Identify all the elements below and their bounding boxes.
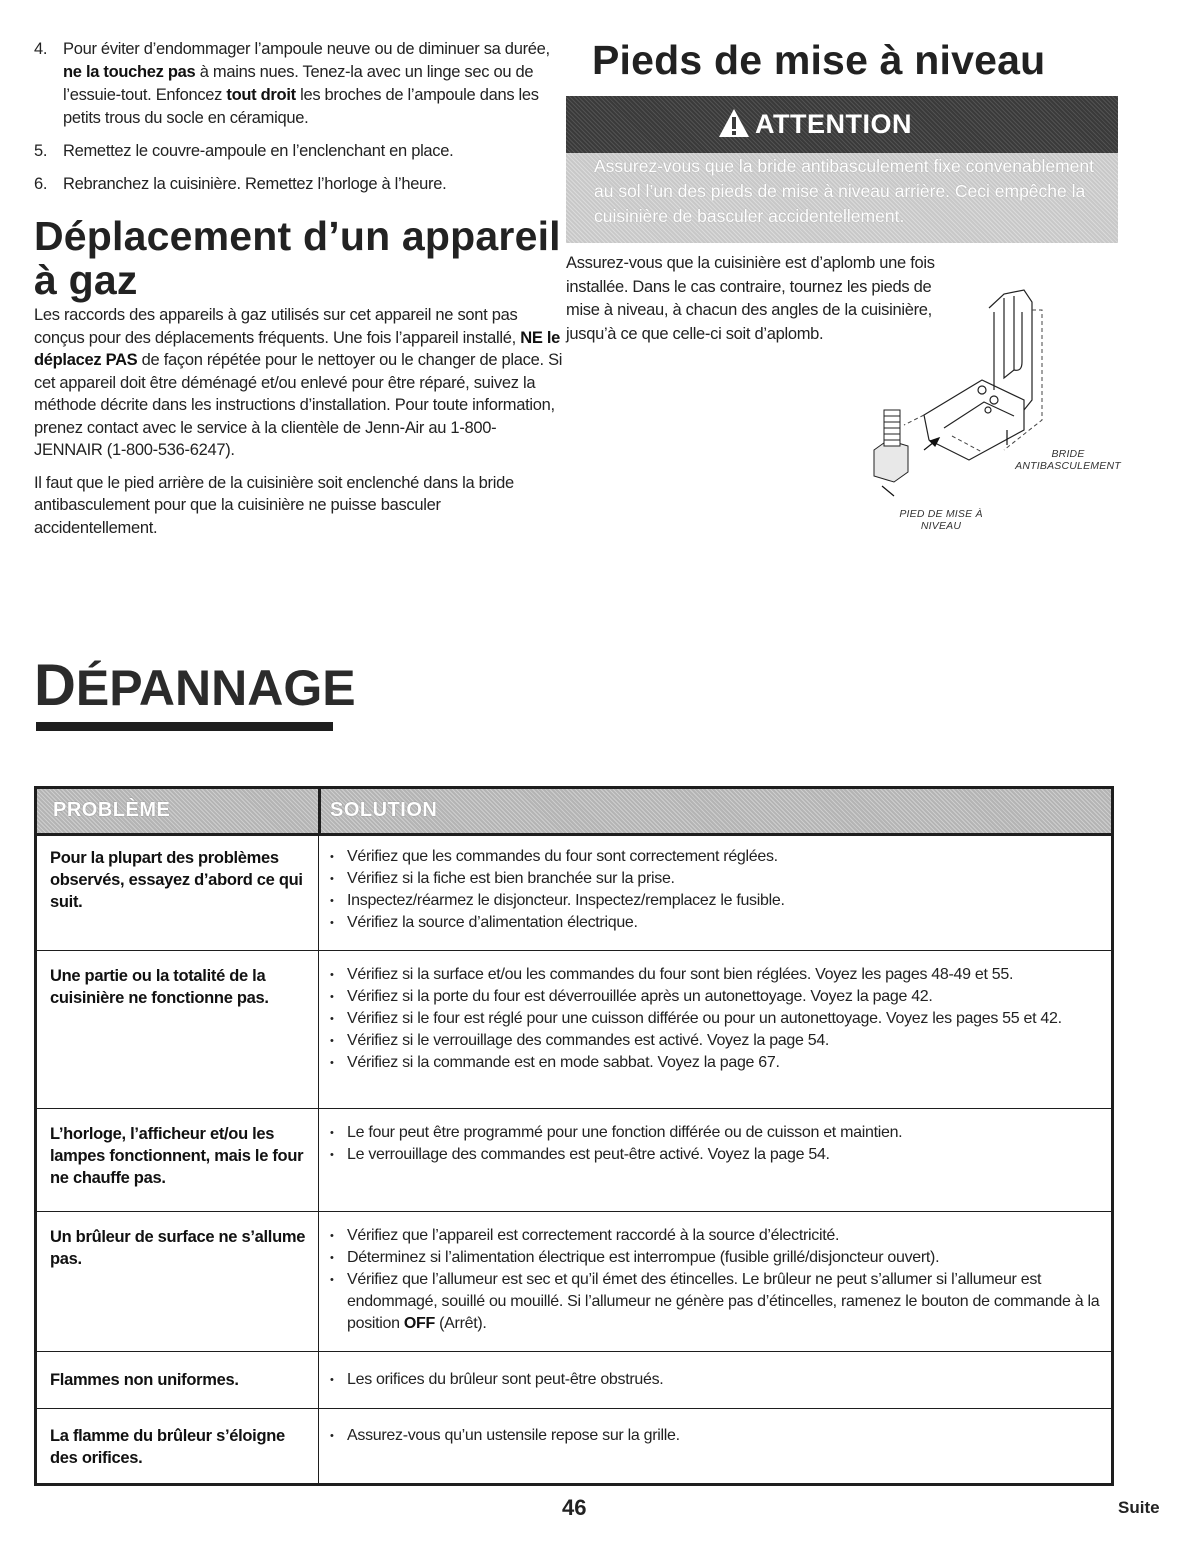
gas-para1-text: de façon répétée pour le nettoyer ou le changer de place. Si cet appareil doit être déménagé et/ou enlevé pour être réparé, suivez la méthode décrite dans les instructions d’installation. Pour toute information, prenez contact avec le service à la clientèle de Jenn-Air au 1-800-JENNAIR (1-800-536-6247). (34, 351, 563, 459)
solution-text: Vérifiez que l’allumeur est sec et qu’il émet des étincelles. Le brûleur ne peut s’allumer si l’allumeur est endommagé, souillé ou mouillé. Si l’allumeur ne génère pas d’étincelles, ramenez le bouton de commande à la position (347, 1271, 1100, 1332)
pied-label: PIED DE MISE À NIVEAU (899, 508, 983, 532)
solution-item: • Vérifiez si la fiche est bien branchée sur la prise. (330, 868, 1105, 890)
continued-label: Suite (1118, 1498, 1160, 1517)
solution-item: • Vérifiez si le verrouillage des commandes est activé. Voyez la page 54. (330, 1030, 1105, 1052)
solution-text: (Arrêt). (435, 1315, 487, 1332)
gas-para1-emphasis: NE le déplacez PAS (34, 328, 560, 369)
leveling-text: Assurez-vous que la cuisinière est d’aplomb une fois installée. Dans le cas contraire, tournez les pieds de mise à niveau, à chacun des angles de la cuisinière, jusqu’à ce que celle-ci soit d’aplomb. (566, 254, 935, 343)
solution-item: • Assurez-vous qu’un ustensile repose sur la grille. (330, 1425, 1105, 1447)
solution-item: • Vérifiez si le four est réglé pour une cuisson différée ou pour un autonettoyage. Voyez les pages 55 et 42. (330, 1008, 1105, 1030)
header-solution: SOLUTION (330, 799, 438, 821)
gas-title-line2: à gaz (34, 257, 138, 303)
solution-list (330, 1122, 1105, 1166)
header-divider (318, 789, 321, 833)
step-4 (34, 38, 564, 130)
heading-rest: ÉPANNAGE (75, 660, 356, 716)
step-text: Remettez le couvre-ampoule en l’enclenchant en place. (63, 142, 454, 160)
solution-list (330, 1369, 1105, 1391)
bulb-steps-list (34, 38, 564, 196)
gas-para1-text: Les raccords des appareils à gaz utilisés sur cet appareil ne sont pas conçus pour des déplacements fréquents. Une fois l’appareil installé, (34, 306, 521, 347)
attention-box (566, 96, 1118, 243)
problem-cell: L’horloge, l’afficheur et/ou les lampes fonctionnent, mais le four ne chauffe pas. (50, 1125, 304, 1187)
right-column (566, 37, 1126, 532)
table-row (37, 1409, 1111, 1486)
bride-label: BRIDE ANTIBASCULEMENT (1015, 448, 1121, 472)
problem-cell: Une partie ou la totalité de la cuisinière ne fonctionne pas. (50, 967, 269, 1007)
solution-list (330, 1425, 1105, 1447)
page-number: 46 (562, 1495, 587, 1520)
problem-cell: Pour la plupart des problèmes observés, essayez d’abord ce qui suit. (50, 849, 303, 911)
table-row (37, 1352, 1111, 1409)
step-text: à mains nues. Tenez-la avec un linge sec ou de l’essuie-tout. Enfoncez (63, 63, 534, 104)
solution-item: • Déterminez si l’alimentation électrique est interrompue (fusible grillé/disjoncteur ouvert). (330, 1247, 1105, 1269)
troubleshooting-table (34, 786, 1114, 1486)
attention-text: Assurez-vous que la bride antibasculement fixe convenablement au sol l’un des pieds de mise à niveau arrière. Ceci empêche la cuisinière de basculer accidentellement. (594, 156, 1095, 226)
gas-paragraph-1 (34, 304, 564, 462)
step-number: 5. (34, 142, 48, 160)
table-header (37, 789, 1111, 836)
solution-item: • Vérifiez si la commande est en mode sabbat. Voyez la page 67. (330, 1052, 1105, 1074)
solution-item: • Vérifiez si la porte du four est déverrouillée après un autonettoyage. Voyez la page 42. (330, 986, 1105, 1008)
table-row (37, 1212, 1111, 1352)
table-row (37, 951, 1111, 1109)
solution-list (330, 964, 1105, 1074)
attention-banner (566, 96, 1118, 153)
heading-initial: D (34, 653, 76, 718)
solution-item: • Le four peut être programmé pour une fonction différée ou de cuisson et maintien. (330, 1122, 1105, 1144)
header-problem: PROBLÈME (53, 799, 171, 821)
anti-tip-bracket-figure (864, 250, 1126, 540)
problem-cell: Flammes non uniformes. (50, 1371, 239, 1389)
step-number: 4. (34, 40, 48, 58)
warning-triangle-icon (718, 108, 750, 138)
step-text: Pour éviter d’endommager l’ampoule neuve ou de diminuer sa durée, (63, 40, 550, 58)
gas-section-title (34, 214, 564, 302)
solution-item: • Vérifiez si la surface et/ou les commandes du four sont bien réglées. Voyez les pages 48-49 et 55. (330, 964, 1105, 986)
attention-label: ATTENTION (755, 109, 912, 139)
solution-item (330, 1269, 1105, 1335)
gas-title-line1: Déplacement d’un appareil (34, 213, 561, 259)
step-6 (34, 173, 564, 196)
step-emphasis: ne la touchez pas (63, 63, 196, 81)
problem-cell: Un brûleur de surface ne s’allume pas. (50, 1228, 306, 1268)
leveling-section-title: Pieds de mise à niveau (592, 37, 1046, 83)
solution-list (330, 846, 1105, 934)
heading-underline (36, 722, 333, 731)
solution-item: • Vérifiez que les commandes du four sont correctement réglées. (330, 846, 1105, 868)
step-text: les broches de l’ampoule dans les petits trous du socle en céramique. (63, 86, 539, 127)
gas-paragraph-2: Il faut que le pied arrière de la cuisinière soit enclenché dans la bride antibasculement pour que la cuisinière ne puisse basculer accidentellement. (34, 473, 514, 537)
solution-list (330, 1225, 1105, 1335)
solution-item: • Le verrouillage des commandes est peut-être activé. Voyez la page 54. (330, 1144, 1105, 1166)
solution-item: • Inspectez/réarmez le disjoncteur. Inspectez/remplacez le fusible. (330, 890, 1105, 912)
bracket-illustration (864, 250, 1126, 540)
solution-item: • Vérifiez que l’appareil est correctement raccordé à la source d’électricité. (330, 1225, 1105, 1247)
troubleshooting-heading (34, 653, 356, 718)
step-text: Rebranchez la cuisinière. Remettez l’horloge à l’heure. (63, 175, 447, 193)
solution-emphasis: OFF (403, 1315, 435, 1332)
solution-item: • Vérifiez la source d’alimentation électrique. (330, 912, 1105, 934)
solution-item: • Les orifices du brûleur sont peut-être obstrués. (330, 1369, 1105, 1391)
table-row (37, 1109, 1111, 1212)
left-column (34, 38, 564, 549)
step-5 (34, 140, 564, 163)
step-number: 6. (34, 175, 48, 193)
problem-cell: La flamme du brûleur s’éloigne des orifices. (50, 1427, 285, 1467)
step-emphasis: tout droit (226, 86, 296, 104)
table-row (37, 833, 1111, 951)
